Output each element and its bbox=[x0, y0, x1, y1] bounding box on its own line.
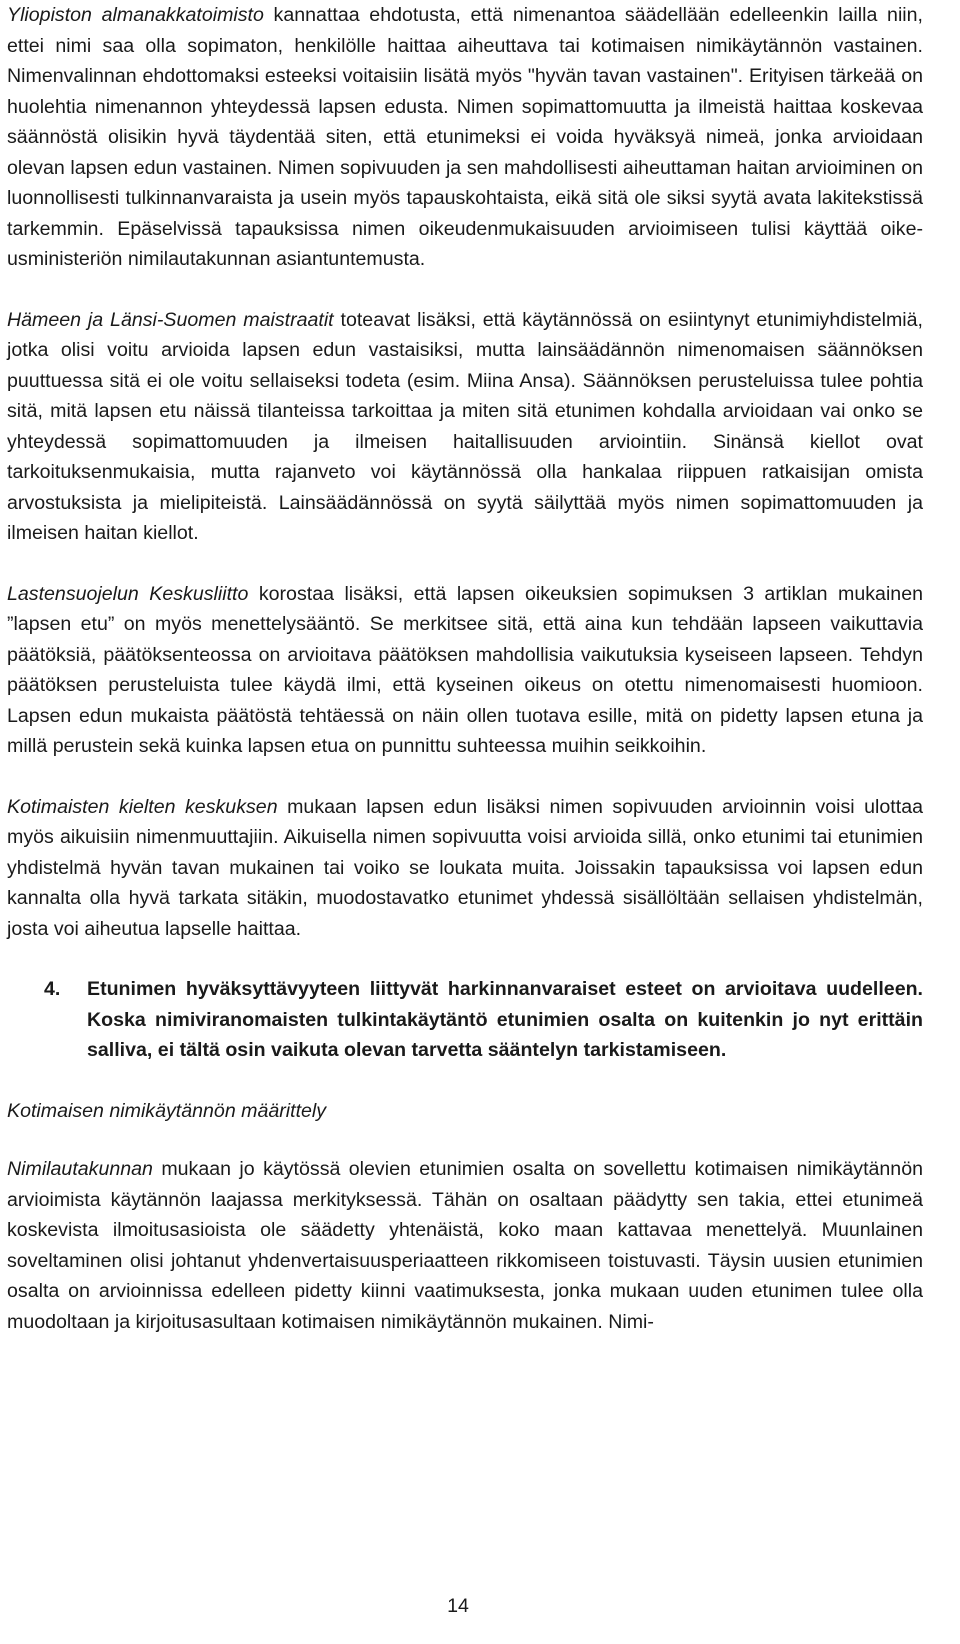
item-number: 4. bbox=[44, 978, 61, 1000]
spacer bbox=[7, 1066, 923, 1096]
paragraph-text: toteavat lisäksi, että käytännössä on esiintynyt etunimiyhdistelmiä, jotka olisi voitu arvioida lapsen edun vastaisiksi, mutta lainsäädännön nimenomaisen säännöksen puuttuessa sitä ei ole voitu sellaiseksi todeta (esim. Miina Ansa). Säännöksen perusteluissa tulee pohtia sitä, mitä lapsen etu näissä tilanteissa tarkoittaa ja miten sitä etunimen kohdalla arvioidaan vai onko se yhteydessä sopimattomuuden ja ilmeisen haitallisuuden arviointiin. Sinänsä kiellot ovat tarkoituksenmukaisia, mutta rajanveto voi käytännössä olla hankalaa riippuen ratkaisijan omista arvostuksista ja mielipiteistä. Lainsäädännössä on syytä säilyttää myös nimen sopimattomuuden ja ilmeisen haitan kiellot. bbox=[7, 308, 923, 544]
paragraph-almanakkatoimisto bbox=[7, 0, 923, 275]
item-text: Etunimen hyväksyttävyyteen liittyvät harkinnanvaraiset esteet on arvioitava uudelleen. Koska nimiviranomaisten tulkintakäytäntö etunimien osalta on kuitenkin jo nyt erittäin salliva, ei tältä osin vaikuta olevan tarvetta sääntelyn tarkistamiseen. bbox=[87, 978, 923, 1061]
paragraph-nimilautakunta bbox=[7, 1154, 923, 1337]
paragraph-maistraatit bbox=[7, 305, 923, 549]
document-page bbox=[7, 0, 923, 1337]
paragraph-lead: Hämeen ja Länsi-Suomen maistraatit bbox=[7, 308, 334, 331]
paragraph-text: korostaa lisäksi, että lapsen oikeuksien sopimuksen 3 artiklan mukainen ”lapsen etu” on myös menettelysääntö. Se merkitsee sitä, että aina kun tehdään lapseen vaikuttavia päätöksiä, päätöksenteossa on arvioitava päätöksen mahdollisia vaikutuksia kyseiseen lapseen. Tehdyn päätöksen perusteluista tulee käydä ilmi, että kyseinen oikeus on otettu nimenomaisesti huomioon. Lapsen edun mukaista päätöstä tehtäessä on näin ollen tuotava esille, mitä on pidetty lapsen etuna ja millä perustein sekä kuinka lapsen etua on punnittu suhteessa muihin seikkoihin. bbox=[7, 582, 923, 757]
paragraph-text: mukaan lapsen edun lisäksi nimen sopivuuden arvioinnin voisi ulottaa myös aikuisiin nimenmuuttajiin. Aikuisella nimen sopivuutta voisi arvioida sillä, onko etunimi tai etunimien yhdistelmä hyvän tavan mukainen tai voiko se loukata muita. Joissakin tapauksissa voi lapsen edun kannalta olla hyvä tarkata sitäkin, muodostavatko etunimet yhdessä sisällöltään sellaisen yhdistelmän, josta voi aiheutua lapselle haittaa. bbox=[7, 795, 923, 940]
numbered-item bbox=[44, 974, 923, 1066]
paragraph-lastensuojelu bbox=[7, 579, 923, 762]
spacer bbox=[7, 275, 923, 305]
spacer bbox=[7, 944, 923, 974]
paragraph-lead: Yliopiston almanakkatoimisto bbox=[7, 4, 264, 26]
section-subheading: Kotimaisen nimikäytännön määrittely bbox=[7, 1099, 327, 1122]
page-number: 14 bbox=[447, 1595, 469, 1617]
paragraph-lead: Lastensuojelun Keskusliitto bbox=[7, 582, 249, 605]
paragraph-kotimaisten-kielten bbox=[7, 792, 923, 945]
spacer bbox=[7, 549, 923, 579]
paragraph-lead: Kotimaisten kielten keskuksen bbox=[7, 795, 278, 818]
spacer bbox=[7, 762, 923, 792]
paragraph-text: kannattaa ehdotusta, että nimenantoa säädellään edelleenkin lailla niin, ettei nimi saa olla sopimaton, henkilölle haittaa aiheuttava tai kotimaisen nimikäytännön vastainen. Nimenvalinnan ehdottomaksi esteeksi voitaisiin lisätä myös "hyvän tavan vastainen". Erityisen tärkeää on huolehtia nimenannon yhteydessä lapsen edusta. Nimen sopimattomuutta ja ilmeistä haittaa koskevaa säännöstä olisikin hyvä täydentää siten, että etunimeksi ei voida hyväksyä nimeä, jonka arvioidaan olevan lapsen edun vastainen. Nimen sopivuuden ja sen mahdollisesti aiheuttaman haitan arvioiminen on luonnollisesti tulkinnanvaraista ja usein myös tapauskohtaista, eikä sitä ole siksi syytä avata lakitekstissä tarkemmin. Epäselvissä tapauksissa nimen oikeudenmukaisuuden arvioimiseen tulisi käyttää oikeusministeriön nimilautakunnan asiantuntemusta. bbox=[7, 4, 923, 270]
spacer bbox=[7, 1126, 923, 1154]
paragraph-text: mukaan jo käytössä olevien etunimien osalta on sovellettu kotimaisen nimikäytännön arvioimista käytännön laajassa merkityksessä. Tähän on osaltaan päädytty sen takia, ettei etunimeä koskevista ilmoitusasioista ole säädetty yhtenäistä, koko maan kattavaa menettelyä. Muunlainen soveltaminen olisi johtanut yhdenvertaisuusperiaatteen rikkomiseen toistuvasti. Täysin uusien etunimien osalta on arvioinnissa edelleen pidetty kiinni vaatimuksesta, jonka mukaan uuden etunimen tulee olla muodoltaan ja kirjoitusasultaan kotimaisen nimikäytännön mukainen. Nimi- bbox=[7, 1158, 923, 1333]
paragraph-lead: Nimilautakunnan bbox=[7, 1158, 153, 1180]
